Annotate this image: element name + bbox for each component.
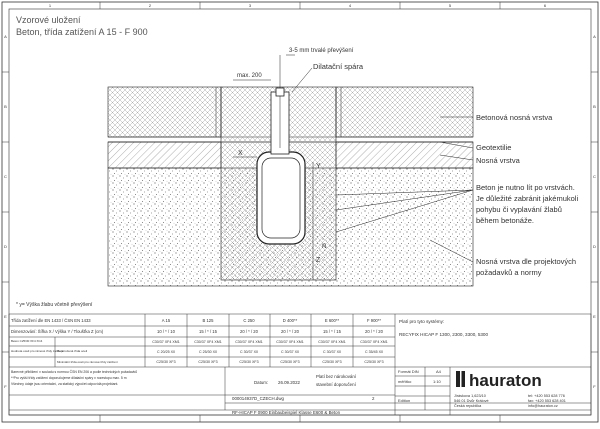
frame-row-label: A [4, 34, 7, 39]
date-value: 26.09.2022 [278, 380, 300, 385]
concrete-top-right [336, 87, 473, 137]
scale-label: měřítko [398, 379, 412, 384]
usage-label: Platí pro tyto systémy: [399, 319, 445, 324]
table-cell: 15 / * / 15 [323, 329, 341, 334]
dim-y: Y [316, 163, 321, 170]
table-cell: C30/37 XF4 XM1 [235, 340, 263, 344]
table-cell: C 30/37 X0 [323, 350, 341, 354]
dim-row-label: Dimenzování: Šířka X / Výška Y / Tloušťka Z (cm) [11, 329, 104, 334]
address-line: 546 01 Dvůr Králové [454, 399, 489, 403]
usage-systems: RECYFIX HICAP F 1300, 2300, 3300, 5300 [399, 332, 489, 337]
cross-section [108, 55, 473, 286]
table-cell: C25/30 XF3 [322, 360, 342, 364]
table-header-class: Třída zatížení dle EN 1433 / ČSN EN 1433 [11, 318, 91, 323]
table-cell: C 30/37 X0 [240, 350, 258, 354]
table-cell: C 20/25 X0 [157, 350, 175, 354]
frame-row-label: D [593, 244, 596, 249]
channel-inner [262, 158, 300, 238]
table-cell: 20 / * / 20 [240, 329, 258, 334]
frame-row-label: F [593, 384, 596, 389]
frame-col-label: 3 [248, 3, 252, 8]
table-cell: 20 / * / 20 [365, 329, 383, 334]
table-cell: C30/37 XF4 XM1 [360, 340, 388, 344]
footnote: * y= Výška žlabu včetně převýšení [16, 302, 93, 308]
frame-col-label: 6 [543, 3, 547, 8]
frame-row-label: B [4, 104, 7, 109]
drawing-title: Vzorové uložení [16, 15, 81, 25]
table-cell: C30/37 XF4 XM1 [194, 340, 222, 344]
dim-max: max. 200 [237, 73, 262, 79]
table-cell: C 30/37 X0 [281, 350, 299, 354]
table-cell: C25/30 XF3 [239, 360, 259, 364]
table-note: Všechny údaje jsou orientační, za statický výpočet odpovídá projektant. [11, 382, 119, 386]
frame-row-label: F [4, 384, 7, 389]
label-expansion: Dilatační spára [313, 62, 364, 71]
side-label: Minimální třída oceli pro rámové třídy zatížení [57, 360, 118, 364]
frame-col-label: 4 [348, 3, 352, 8]
frame-col-label: 2 [148, 3, 152, 8]
address-line: Jiráskova 1,623/10 [454, 394, 486, 398]
doc-note-2: stavební doporučení [316, 382, 356, 387]
frame-row-label: E [4, 314, 7, 319]
label-note-2: Je důležité zabránit jakémukoli [476, 194, 579, 203]
label-note-1: Beton je nutno lít po vrstvách. [476, 183, 575, 192]
dim-top-gap: 3-5 mm trvalé převýšení [289, 48, 354, 54]
table-header-b125: B 125 [202, 318, 214, 323]
frame-row-label: D [4, 244, 7, 249]
edition-label: Edition [398, 398, 411, 403]
bearing-layer-left [108, 142, 221, 168]
table-cell: C30/37 XF4 XM1 [318, 340, 346, 344]
contact-line: info@hauraton.cz [528, 404, 558, 408]
table-cell: 10 / * / 10 [157, 329, 175, 334]
table-cell: 20 / * / 20 [281, 329, 299, 334]
table-cell: C 25/30 X0 [199, 350, 217, 354]
label-project-2: požadavků a normy [476, 268, 542, 277]
label-project-1: Nosná vrstva dle projektových [476, 257, 577, 266]
table-note: **Pro vyšší třídy zatížení doporučujeme dilatační spáry v rozestupu max. 5 m [11, 376, 127, 380]
scale-value: 1:10 [433, 379, 441, 384]
table-cell: C30/37 XF4 XM1 [152, 340, 180, 344]
dim-z: Z [316, 257, 321, 264]
table-cell: C25/30 XF3 [280, 360, 300, 364]
dim-x: X [238, 150, 243, 157]
doc-note-1: Platí bez nárokování [316, 374, 357, 379]
table-cell: C30/37 XF4 XM1 [276, 340, 304, 344]
frame-col-label: 1 [48, 3, 52, 8]
table-header-a15: A 15 [161, 318, 171, 323]
side-label: Doporučená třída oceli [57, 349, 88, 353]
frame-row-label: A [593, 34, 596, 39]
frame-row-label: C [593, 174, 596, 179]
slot-top [276, 88, 284, 96]
table-header-e600: E 600** [324, 318, 340, 323]
label-concrete: Betonová nosná vrstva [476, 113, 553, 122]
file-name: 000014937D_CZECH.dwg [232, 396, 284, 401]
bottom-title: RF-HICAP F 0900 Einbaubeispiel Klasse E600 & Beton [232, 410, 341, 415]
frame-row-label: C [4, 174, 7, 179]
address-line: Česká republika [454, 404, 482, 408]
side-label: Beton C25/30 XF4 XC4 [11, 339, 43, 343]
table-note: Barevné přibližení v souladu s normou ČSN EN 206 a podle technických požadavků [11, 370, 138, 374]
hauraton-logo [456, 371, 542, 390]
logo-text: hauraton [469, 371, 542, 390]
contact-line: fax: +420 553 628 401 [528, 399, 566, 403]
concrete-top-left [108, 87, 221, 137]
table-header-f900: F 900** [367, 318, 381, 323]
date-label: Datum: [254, 380, 269, 385]
label-bearing: Nosná vrstva [476, 156, 520, 165]
table-cell: 15 / * / 15 [199, 329, 217, 334]
format-label: Formát DIN [398, 369, 419, 374]
table-header-c250: C 250 [243, 318, 255, 323]
table-cell: C25/30 XF3 [156, 360, 176, 364]
frame-col-label: 5 [448, 3, 452, 8]
bearing-layer-right [336, 142, 473, 168]
label-note-3: pohybu či vyplavání žlabů [476, 205, 562, 214]
table-cell: C25/30 XF3 [198, 360, 218, 364]
dim-n: N [322, 244, 327, 250]
frame-row-label: B [593, 104, 596, 109]
table-cell: C 35/45 X0 [365, 350, 383, 354]
contact-line: tel: +420 553 628 776 [528, 394, 565, 398]
frame-row-label: E [593, 314, 596, 319]
sheet-number: 2 [372, 396, 375, 401]
label-geotextile: Geotextilie [476, 143, 512, 152]
label-note-4: během betonáže. [476, 216, 534, 225]
table-header-d400: D 400** [282, 318, 298, 323]
side-label: Hodnota oceli pro rámové třídy zatížení [11, 349, 64, 353]
table-cell: C25/30 XF3 [364, 360, 384, 364]
format-value: A4 [436, 369, 441, 374]
drawing-subtitle: Beton, třída zatížení A 15 - F 900 [16, 27, 148, 37]
